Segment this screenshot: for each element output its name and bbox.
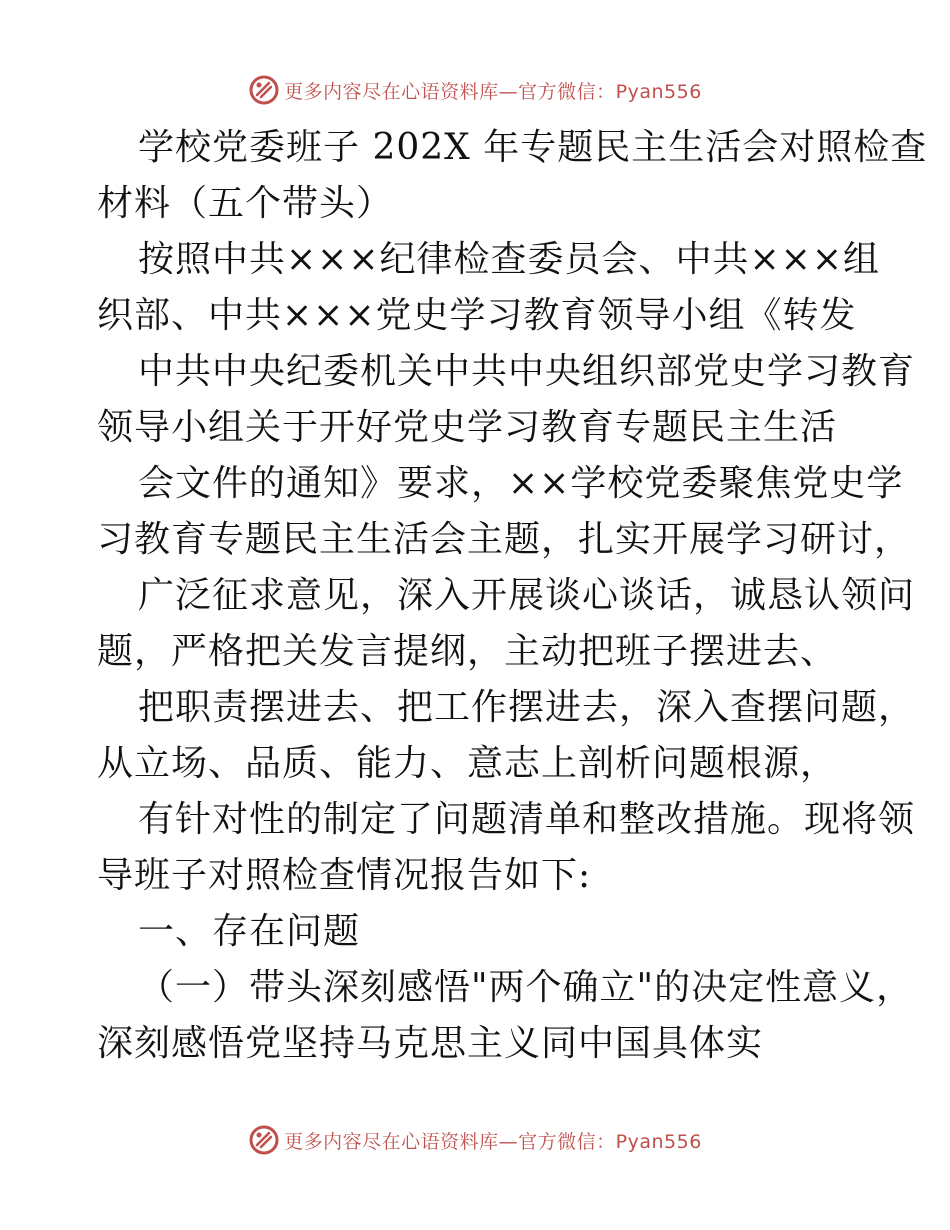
paragraph-line: 从立场、品质、能力、意志上剖析问题根源， bbox=[97, 743, 838, 784]
paragraph-line: 把职责摆进去、把工作摆进去，深入查摆问题， bbox=[138, 687, 916, 728]
paragraph-line: 中共中央纪委机关中共中央组织部党史学习教育 bbox=[138, 351, 916, 392]
paragraph-line: 按照中共×××纪律检查委员会、中共×××组 bbox=[138, 239, 880, 280]
paragraph-line: 题，严格把关发言提纲，主动把班子摆进去、 bbox=[97, 631, 838, 672]
watermark-text: 更多内容尽在心语资料库—官方微信：Pyan556 bbox=[284, 80, 702, 103]
subsection-heading: （一）带头深刻感悟"两个确立"的决定性意义， bbox=[138, 967, 914, 1008]
paragraph-line: 会文件的通知》要求，××学校党委聚焦党史学 bbox=[138, 463, 904, 504]
title-line-2: 材料（五个带头） bbox=[97, 183, 394, 224]
watermark-footer bbox=[0, 1120, 950, 1160]
paragraph-line: 导班子对照检查情况报告如下: bbox=[97, 855, 592, 896]
seal-logo-icon bbox=[248, 1124, 280, 1156]
section-heading: 一、存在问题 bbox=[138, 911, 361, 952]
paragraph-line: 领导小组关于开好党史学习教育专题民主生活 bbox=[97, 407, 838, 448]
paragraph-line: 有针对性的制定了问题清单和整改措施。现将领 bbox=[138, 799, 916, 840]
paragraph-line: 广泛征求意见，深入开展谈心谈话，诚恳认领问 bbox=[138, 575, 916, 616]
seal-logo-icon bbox=[248, 74, 280, 106]
watermark-text: 更多内容尽在心语资料库—官方微信：Pyan556 bbox=[284, 1130, 702, 1153]
watermark-header bbox=[0, 70, 950, 110]
paragraph-line: 织部、中共×××党史学习教育领导小组《转发 bbox=[97, 295, 857, 336]
title-line-1: 学校党委班子 202X 年专题民主生活会对照检查 bbox=[138, 127, 928, 168]
paragraph-line: 习教育专题民主生活会主题，扎实开展学习研讨， bbox=[97, 519, 912, 560]
paragraph-line: 深刻感悟党坚持马克思主义同中国具体实 bbox=[97, 1023, 764, 1064]
